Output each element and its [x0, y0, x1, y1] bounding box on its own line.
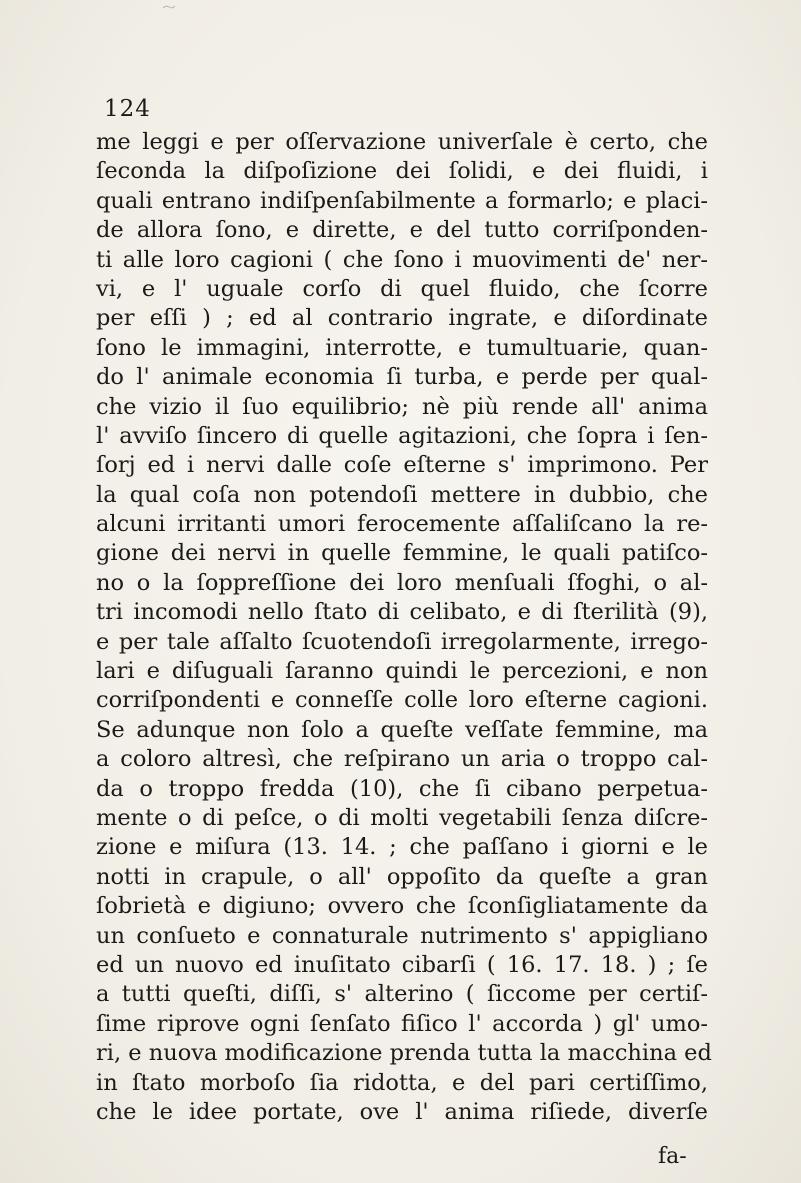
text-line: de allora ſono, e dirette, e del tutto corriſponden-	[96, 217, 708, 244]
text-line: Se adunque non ſolo a queſte veſſate femmine, ma	[96, 716, 708, 743]
text-line: notti in crapule, o all' oppoſito da queſte a gran	[96, 863, 708, 890]
text-line: corriſpondenti e conneſſe colle loro eſterne cagioni.	[96, 687, 708, 714]
text-line: lari e diſuguali ſaranno quindi le percezioni, e non	[96, 658, 708, 685]
catchword: fa-	[658, 1144, 687, 1169]
text-line: un conſueto e connaturale nutrimento s' appigliano	[96, 922, 708, 949]
text-line: alcuni irritanti umori ferocemente aſſaliſcano la re-	[96, 511, 708, 538]
text-line: ſobrietà e digiuno; ovvero che ſconſigliatamente da	[96, 893, 708, 920]
text-line: ti alle loro cagioni ( che ſono i muovimenti de' ner-	[96, 246, 708, 273]
body-text	[96, 128, 712, 1127]
text-line: ſime riprove ogni ſenſato fiſico l' accorda ) gl' umo-	[96, 1010, 708, 1037]
text-line: a coloro altresì, che reſpirano un aria o troppo cal-	[96, 746, 708, 773]
text-line: tri incomodi nello ſtato di celibato, e di ſterilità (9),	[96, 599, 708, 626]
text-line: per eſſi ) ; ed al contrario ingrate, e diſordinate	[96, 305, 708, 332]
text-line: ſono le immagini, interrotte, e tumultuarie, quan-	[96, 334, 708, 361]
text-line: quali entrano indiſpenſabilmente a formarlo; e placi-	[96, 187, 708, 214]
text-line: ſorj ed i nervi dalle coſe eſterne s' imprimono. Per	[96, 452, 708, 479]
text-line: zione e miſura (13. 14. ; che paſſano i giorni e le	[96, 834, 708, 861]
text-line: vi, e l' uguale corſo di quel fluido, che ſcorre	[96, 275, 708, 302]
text-line: no o la ſoppreſſione dei loro menſuali ſfoghi, o al-	[96, 569, 708, 596]
text-line: che le idee portate, ove l' anima riſiede, diverſe	[96, 1098, 708, 1125]
page-number: 124	[104, 96, 151, 122]
text-line: in ſtato morboſo ſia ridotta, e del pari certiſſimo,	[96, 1069, 708, 1096]
text-line: che vizio il ſuo equilibrio; nè più rende all' anima	[96, 393, 708, 420]
text-line: gione dei nervi in quelle femmine, le quali patiſco-	[96, 540, 708, 567]
text-line: do l' animale economia ſi turba, e perde per qual-	[96, 364, 708, 391]
text-line: ſeconda la diſpoſizione dei ſolidi, e dei fluidi, i	[96, 158, 708, 185]
text-line: e per tale aſſalto ſcuotendoſi irregolarmente, irrego-	[96, 628, 708, 655]
text-line: ed un nuovo ed inuſitato cibarſi ( 16. 17. 18. ) ; ſe	[96, 951, 708, 978]
text-line: mente o di peſce, o di molti vegetabili ſenza diſcre-	[96, 804, 708, 831]
text-line: a tutti queſti, diſſi, s' alterino ( ſiccome per certiſ-	[96, 981, 708, 1008]
text-line: la qual coſa non potendoſi mettere in dubbio, che	[96, 481, 708, 508]
ink-speck	[162, 4, 176, 10]
text-line: ri, e nuova modificazione prenda tutta la macchina ed	[96, 1040, 712, 1067]
text-line: da o troppo fredda (10), che ſi cibano perpetua-	[96, 775, 708, 802]
text-line: l' avviſo ſincero di quelle agitazioni, che ſopra i ſen-	[96, 422, 708, 449]
text-line: me leggi e per oſſervazione univerſale è certo, che	[96, 129, 708, 155]
